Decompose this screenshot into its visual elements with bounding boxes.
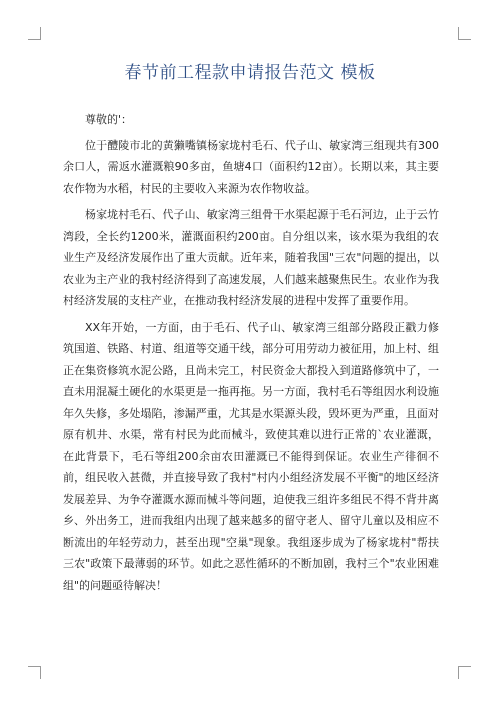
paragraph-3: XX年开始，一方面，由于毛石、代子山、敏家湾三组部分路段正戳力修筑国道、铁路、村道、组道等交通干线，部分可用劳动力被征用，加上村、组正在集资修筑水泥公路，且尚未完工，村民资金大都投入到道路修筑中了，一直未用混凝土硬化的水渠更是一拖再拖。另一方面，我村毛石等组因水利设施年久失修，多处塌陷，渗漏严重，尤其是水渠源头段，毁坏更为严重，且面对原有机井、水渠，常有村民为此而械斗，致使其难以进行正常的`农业灌溉，在此背景下，毛石等组200余亩农田灌溉已不能得到保证。农业生产徘徊不前，组民收入甚微，并直接导致了我村"村内小组经济发展不平衡"的地区经济发展差异、为争夺灌溉水源而械斗等问题，迫使我三组许多组民不得不背井离乡、外出务工，进而我组内出现了越来越多的留守老人、留守儿童以及相应不断流出的年轻劳动力，甚至出现"空巢"现象。我组逐步成为了杨家垅村"帮扶三农"政策下最薄弱的环节。如此之恶性循环的不断加剧，我村三个"农业困难组"的问题亟待解决！ xyxy=(63,320,439,592)
paragraph-1: 位于醴陵市北的黄獭嘴镇杨家垅村毛石、代子山、敏家湾三组现共有300余口人，需返水灌溉粮90多亩，鱼塘4口（面积约12亩）。长期以来，其主要农作物为水稻，村民的主要收入来源为农作物收益。 xyxy=(63,138,439,195)
document-body xyxy=(63,109,439,601)
document-title: 春节前工程款申请报告范文 模板 xyxy=(124,63,376,83)
crop-mark-top-left xyxy=(28,27,41,40)
crop-mark-bottom-left xyxy=(28,666,41,679)
paragraph-2: 杨家垅村毛石、代子山、敏家湾三组骨干水渠起源于毛石河边，止于云竹湾段，全长约1200米，灌溉面积约200亩。自分组以来，该水渠为我组的农业生产及经济发展作出了重大贡献。近年来，随着我国"三农"问题的提出，以农业为主产业的我村经济得到了高速发展，人们越来越聚焦民生。农业作为我村经济发展的支柱产业，在推动我村经济发展的进程中发挥了重要作用。 xyxy=(63,208,439,307)
salutation: 尊敬的'： xyxy=(85,113,133,126)
crop-mark-top-right xyxy=(458,27,471,40)
crop-mark-bottom-right xyxy=(458,666,471,679)
